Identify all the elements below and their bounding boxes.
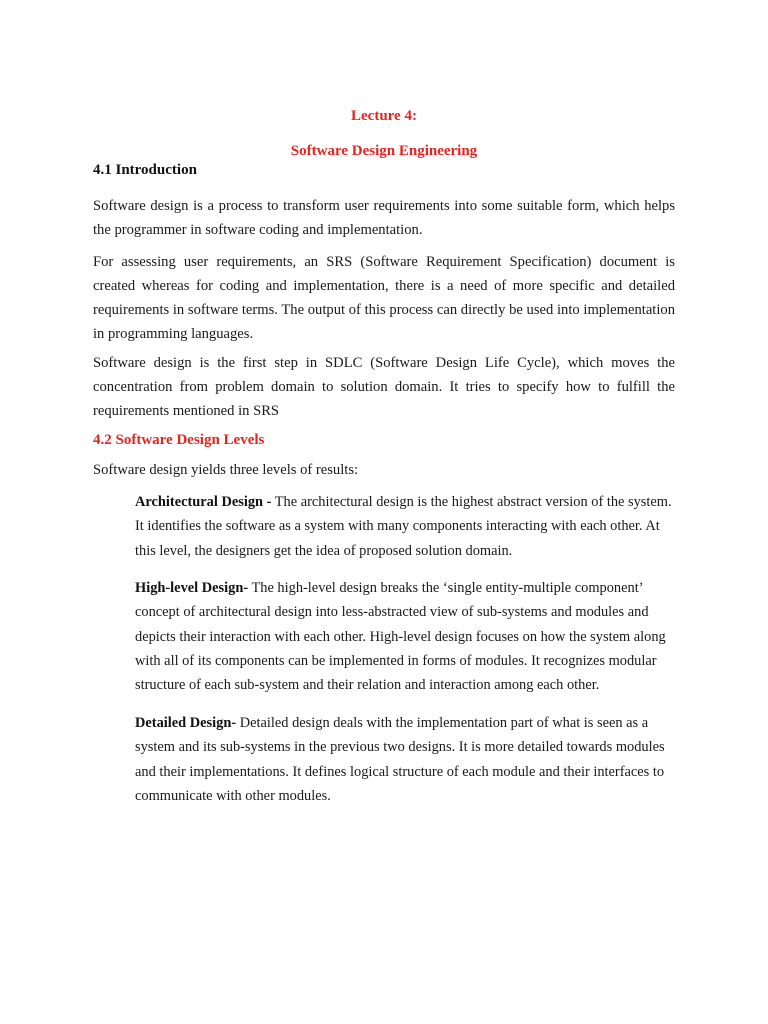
level-architectural-design (135, 490, 680, 563)
level-description: The high-level design breaks the ‘single entity-multiple component’ concept of architectural design into less-abstracted view of sub-systems and modules and depicts their interaction with each other. High-level design focuses on how the system along with all of its components can be implemented in forms of modules. It recognizes modular structure of each sub-system and their relation and interaction among each other. (135, 580, 666, 694)
section-heading-design-levels: 4.2 Software Design Levels (93, 432, 265, 448)
intro-paragraph-3: Software design is the first step in SDLC (Software Design Life Cycle), which moves the concentration from problem domain to solution domain. It tries to specify how to fulfill the requirements mentioned in SRS (93, 355, 675, 419)
level-detailed-design (135, 711, 680, 808)
level-term: Detailed Design- (135, 715, 237, 731)
level-term: Architectural Design - (135, 494, 272, 510)
level-description: The architectural design is the highest abstract version of the system. It identifies the software as a system with many components interacting with each other. At this level, the designers get the idea of proposed solution domain. (135, 494, 672, 559)
intro-paragraph-2: For assessing user requirements, an SRS (Software Requirement Specification) document is created whereas for coding and implementation, there is a need of more specific and detailed requirements in software terms. The output of this process can directly be used into implementation in programming languages. (93, 254, 675, 342)
level-description: Detailed design deals with the implementation part of what is seen as a system and its sub-systems in the previous two designs. It is more detailed towards modules and their implementations. It defines logical structure of each module and their interfaces to communicate with other modules. (135, 715, 665, 804)
design-levels-intro: Software design yields three levels of results: (93, 462, 359, 478)
level-term: High-level Design- (135, 580, 249, 596)
page-title: Software Design Engineering (290, 143, 478, 159)
level-high-level-design (135, 576, 680, 697)
lecture-label: Lecture 4: (351, 108, 417, 124)
intro-paragraph-1: Software design is a process to transform user requirements into some suitable form, which helps the programmer in software coding and implementation. (93, 198, 675, 238)
section-heading-introduction: 4.1 Introduction (93, 162, 197, 178)
